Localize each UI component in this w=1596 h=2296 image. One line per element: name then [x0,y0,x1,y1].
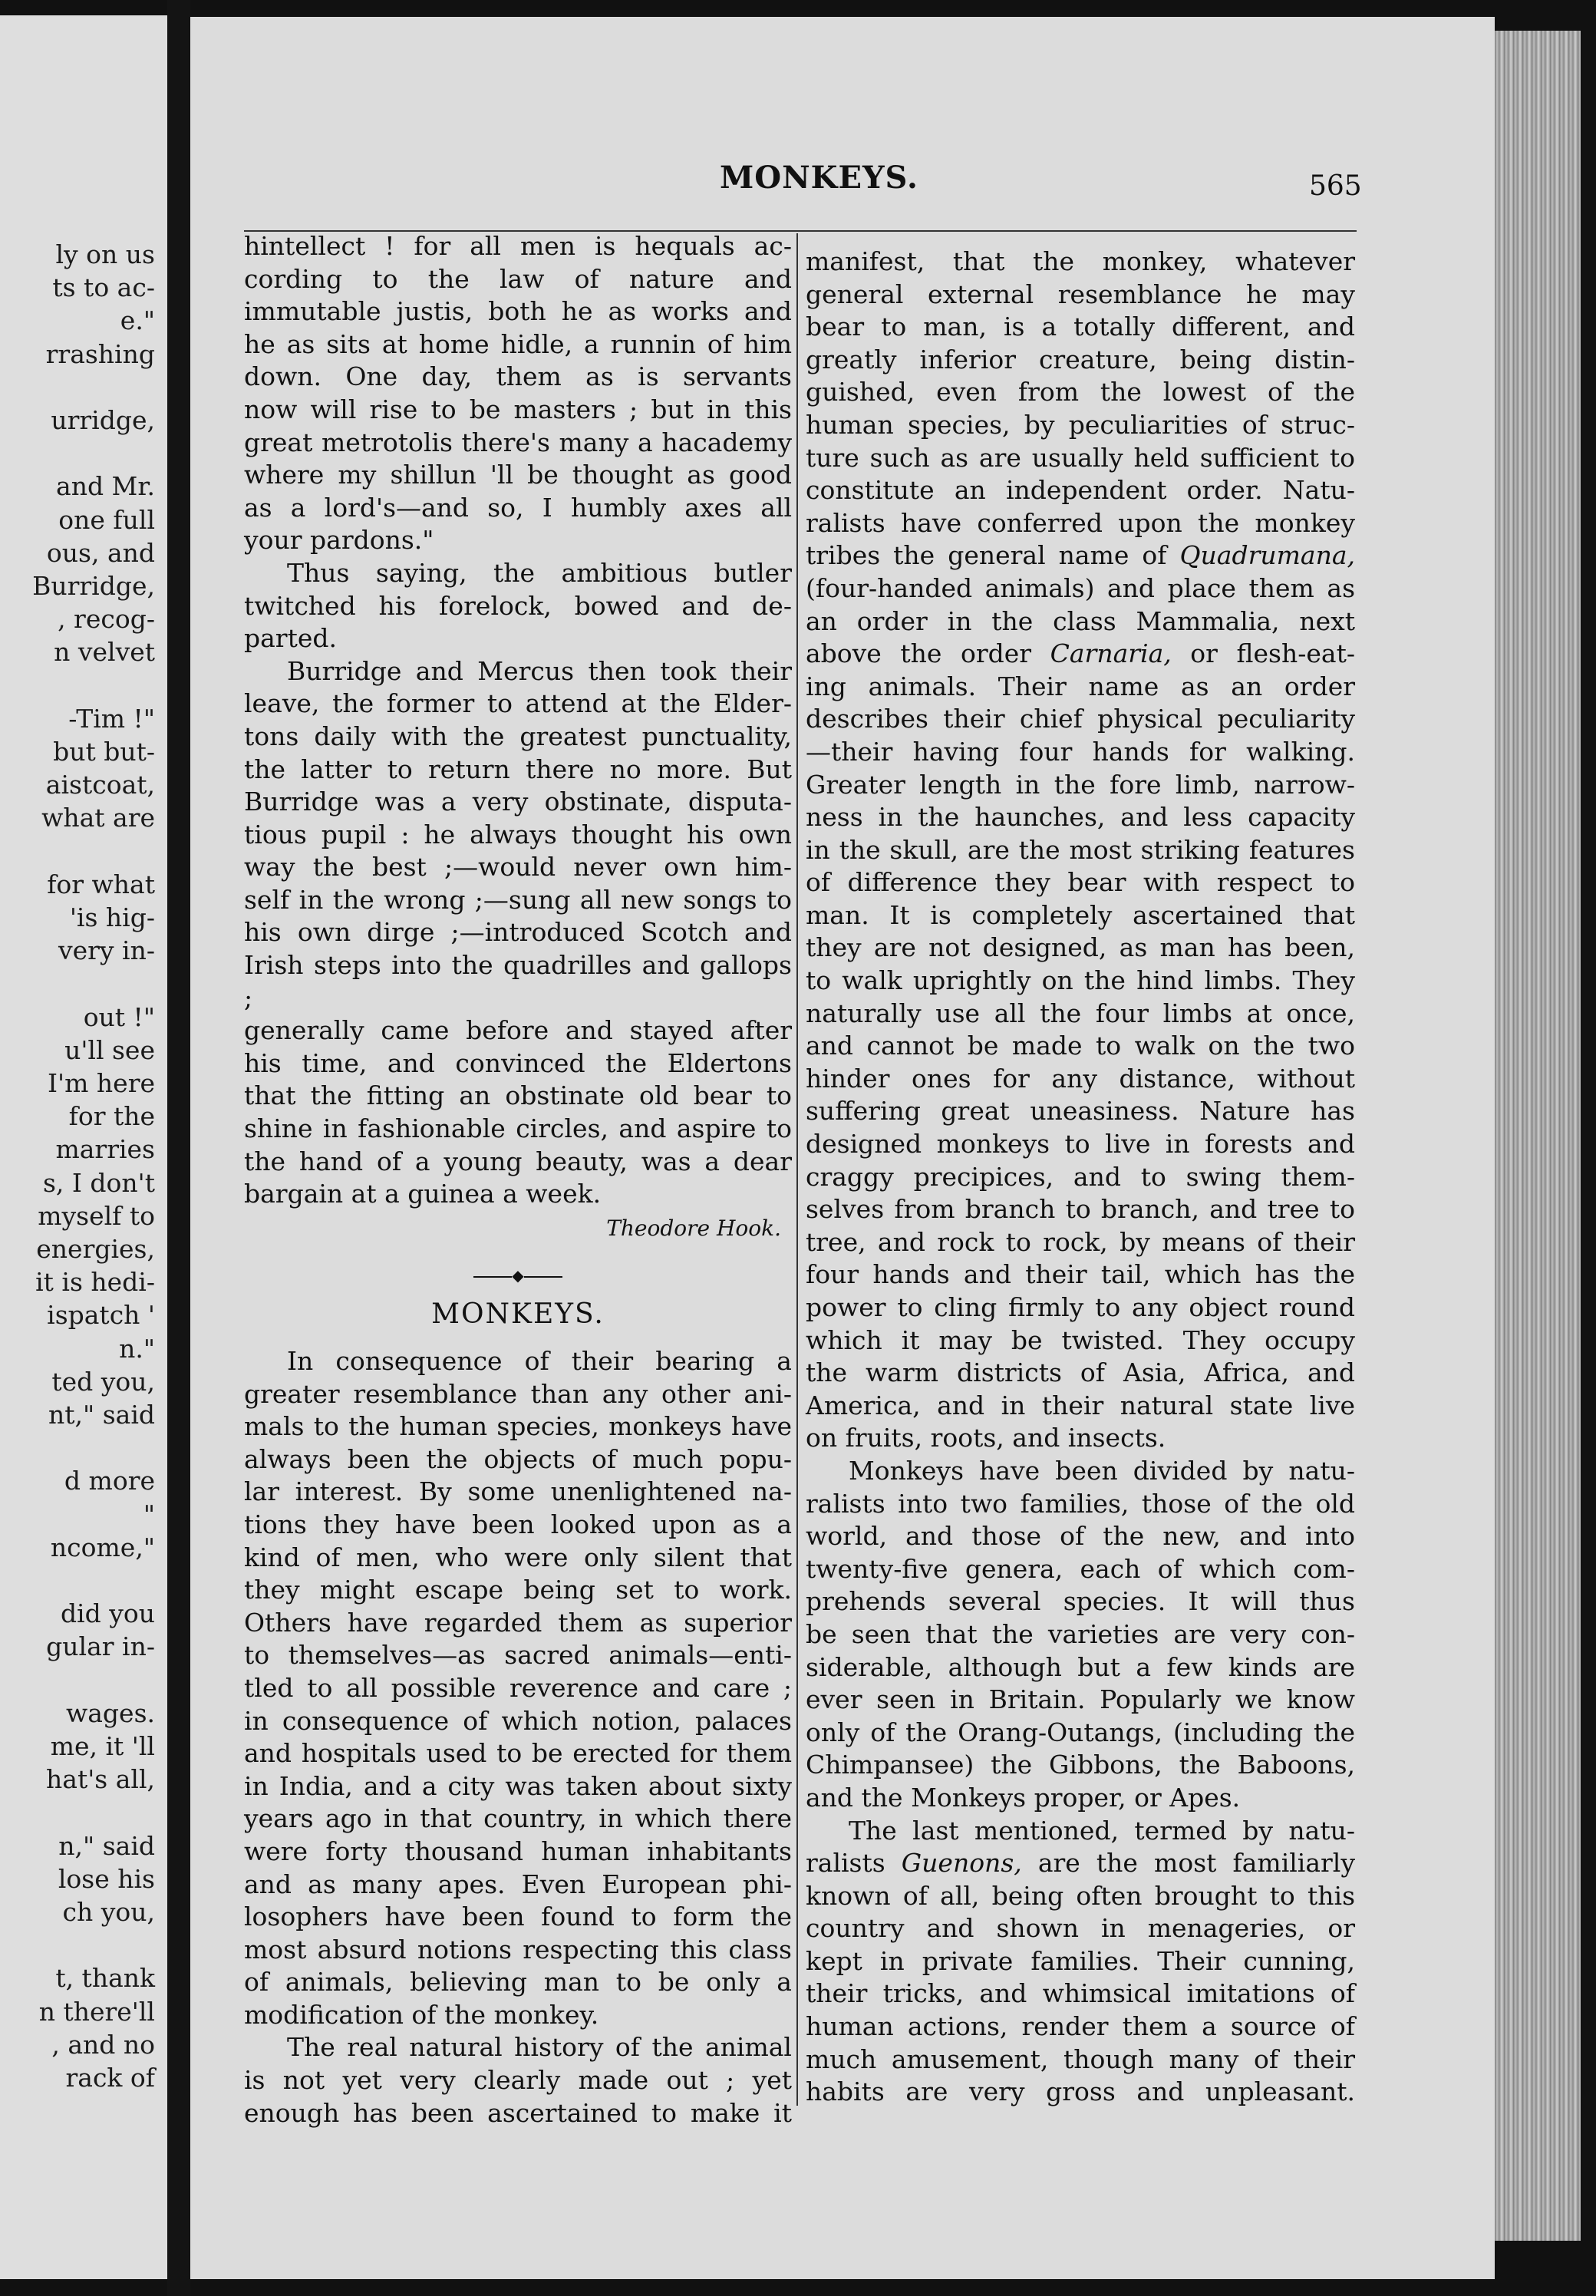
text-line: in consequence of which notion, palaces [244,1705,792,1736]
text-line: on fruits, roots, and insects. [806,1423,1166,1453]
text-line: siderable, although but a few kinds are [806,1651,1355,1682]
text-line: ralists into two families, those of the old [806,1488,1355,1519]
facing-page-line: d more [64,1466,155,1496]
text-line: to themselves—as sacred animals—enti- [244,1640,792,1671]
text-line: his own dirge ;—introduced Scotch and [244,917,792,948]
author-attribution: Theodore Hook. [606,1215,781,1241]
facing-page-line: -Tim !" [68,703,155,734]
section-ornament: ◆ [244,1268,792,1283]
text-line: only of the Orang-Outangs, (including the [806,1717,1355,1747]
text-span: tribes the general name of [806,540,1180,571]
facing-page-line: , and no [51,2029,155,2060]
text-line: bargain at a guinea a week. [244,1179,602,1209]
facing-page-line: ly on us [55,239,155,269]
italic-term: Quadrumana, [1179,540,1355,571]
text-line: and the Monkeys proper, or Apes. [806,1782,1241,1813]
facing-page-line: and Mr. [56,471,155,502]
facing-page-line: n." [119,1333,155,1364]
text-line: naturally use all the four limbs at once, [806,998,1355,1028]
text-line: Chimpansee) the Gibbons, the Baboons, [806,1750,1355,1780]
text-line: parted. [244,623,337,654]
text-line: selves from branch to branch, and tree to [806,1194,1355,1225]
text-line: generally came before and stayed after [244,1015,792,1046]
text-line: greatly inferior creature, being distin- [806,344,1355,374]
text-line: known of all, being often brought to this [806,1880,1355,1911]
text-line: kept in private families. Their cunning, [806,1945,1355,1976]
page-edges [1495,31,1581,2241]
text-line: greater resemblance than any other ani- [244,1378,792,1409]
facing-page-line: ted you, [51,1366,155,1397]
text-line: great metrotolis there's many a hacademy [244,427,792,457]
article-paragraph-2 [806,1455,1355,1815]
article-body [244,1345,792,2129]
text-line: describes their chief physical peculiarity [806,704,1355,734]
facing-page-line: for what [47,869,155,899]
facing-page-line: ous, and [46,537,155,568]
text-line: world, and those of the new, and into [806,1521,1355,1552]
running-head: MONKEYS. [720,160,918,196]
text-line: Monkeys have been divided by natu- [849,1455,1355,1486]
text-line: twenty-five genera, each of which com- [806,1553,1355,1584]
text-line: The real natural history of the animal [287,2032,792,2063]
text-line: were forty thousand human inhabitants [244,1836,792,1866]
text-line: years ago in that country, in which there [244,1803,792,1834]
facing-page-line: e." [120,305,155,336]
text-line: the hand of a young beauty, was a dear [244,1146,792,1176]
text-line: manifest, that the monkey, whatever [806,246,1355,276]
text-line: that the fitting an obstinate old bear to [244,1080,792,1111]
text-line: self in the wrong ;—sung all new songs to [244,884,792,915]
article-paragraph-1 [806,246,1355,1455]
text-line: —their having four hands for walking. [806,736,1355,767]
facing-page-line: gular in- [46,1631,155,1662]
facing-page-line: one full [58,504,155,535]
text-line: which it may be twisted. They occupy [806,1324,1355,1355]
text-line: of difference they bear with respect to [806,867,1355,898]
facing-page-line: energies, [36,1234,155,1264]
text-line: suffering great uneasiness. Nature has [806,1096,1355,1127]
text-line: The last mentioned, termed by natu- [849,1815,1355,1846]
left-column [244,230,792,2129]
facing-page-line: hat's all, [46,1764,155,1795]
text-line: ing animals. Their name as an order [806,671,1355,701]
facing-page-line: lose his [58,1863,155,1894]
text-line [806,539,1355,572]
text-line: is not yet very clearly made out ; yet [244,2065,792,2096]
text-line: ture such as are usually held sufficient to [806,442,1355,473]
page-number: 565 [1309,170,1362,202]
facing-page-line: rrashing [45,338,155,369]
text-line: ralists have conferred upon the monkey [806,507,1355,538]
facing-page-line: , recog- [58,604,155,635]
facing-page-line: I'm here [48,1068,155,1098]
article-title: MONKEYS. [431,1298,605,1331]
article-paragraph-3 [806,1815,1355,2109]
text-line: now will rise to be masters ; but in this [244,394,792,424]
facing-page-line: what are [41,803,155,833]
facing-page-line: 'is hig- [69,902,155,932]
text-line: and cannot be made to walk on the two [806,1031,1355,1061]
text-line: bear to man, is a totally different, and [806,312,1355,342]
facing-page-fragment [0,15,167,2279]
facing-page-line: ch you, [62,1897,155,1927]
text-line: Burridge was a very obstinate, disputa- [244,787,792,817]
facing-page-line: out !" [83,1001,155,1032]
text-line: twitched his forelock, bowed and de- [244,590,792,621]
text-line: tled to all possible reverence and care ; [244,1672,792,1703]
text-line: tree, and rock to rock, by means of their [806,1226,1355,1257]
text-line: Burridge and Mercus then took their [287,655,792,686]
facing-page-line: marries [55,1134,155,1165]
text-line: human species, by peculiarities of struc- [806,409,1355,440]
text-line: four hands and their tail, which has the [806,1259,1355,1290]
text-line: losophers have been found to form the [244,1902,792,1932]
text-line: his time, and convinced the Eldertons [244,1047,792,1078]
text-line: ever seen in Britain. Popularly we know [806,1684,1355,1715]
text-line: their tricks, and whimsical imitations of [806,1978,1355,2009]
facing-page-line: myself to [38,1200,155,1231]
text-line: much amusement, though many of their [806,2044,1355,2074]
text-span: above the order [806,638,1050,669]
text-line: in the skull, are the most striking features [806,834,1355,865]
text-line: tons daily with the greatest punctuality, [244,721,792,751]
text-line: mals to the human species, monkeys have [244,1411,792,1442]
column-divider [796,233,798,2106]
facing-page-line: ts to ac- [52,272,155,303]
text-line: and as many apes. Even European phi- [244,1869,792,1899]
text-line: habits are very gross and unpleasant. [806,2077,1355,2107]
facing-page-line: urridge, [51,405,155,435]
text-line: human actions, render them a source of [806,2011,1355,2042]
text-line: of animals, believing man to be only a [244,1967,792,1997]
text-line: ness in the haunches, and less capacity [806,802,1355,833]
text-line: craggy precipices, and to swing them- [806,1161,1355,1192]
text-line: Others have regarded them as superior [244,1607,792,1638]
text-line: lar interest. By some unenlightened na- [244,1476,792,1507]
italic-term: Carnaria, [1050,638,1172,669]
facing-page-line: but but- [53,737,155,767]
text-span: ralists [806,1848,902,1879]
text-line: prehends several species. It will thus [806,1586,1355,1617]
text-line: hintellect ! for all men is hequals ac- [244,231,792,261]
text-span: are the most familiarly [1021,1848,1356,1879]
facing-page-line: me, it 'll [50,1731,155,1761]
text-line: guished, even from the lowest of the [806,377,1355,407]
text-line [806,638,1355,671]
text-line: down. One day, them as is servants [244,361,792,392]
text-line: the warm districts of Asia, Africa, and [806,1357,1355,1388]
text-line: most absurd notions respecting this class [244,1934,792,1964]
text-line: as a lord's—and so, I humbly axes all [244,492,792,523]
text-line: kind of men, who were only silent that [244,1542,792,1572]
text-line: general external resemblance he may [806,279,1355,309]
text-line: they might escape being set to work. [244,1575,792,1605]
text-line: constitute an independent order. Natu- [806,475,1355,506]
text-line: country and shown in menageries, or [806,1913,1355,1944]
facing-page-line: n velvet [54,637,155,668]
text-line: Greater length in the fore limb, narrow- [806,769,1355,800]
text-line: he as sits at home hidle, a runnin of him [244,328,792,359]
text-line: man. It is completely ascertained that [806,899,1355,930]
facing-page-line: ispatch ' [47,1300,155,1331]
text-line: modification of the monkey. [244,1999,599,2030]
story-conclusion [244,230,792,1211]
text-line: they are not designed, as man has been, [806,932,1355,963]
facing-page-line: " [143,1499,155,1529]
book-gutter [167,0,190,2296]
text-line: America, and in their natural state live [806,1390,1355,1420]
facing-page-line: very in- [58,935,155,966]
facing-page-line: rack of [65,2063,155,2093]
facing-page-line: it is hedi- [35,1267,155,1298]
text-line: be seen that the varieties are very con- [806,1618,1355,1649]
facing-page-line: n," said [58,1830,155,1861]
text-line: immutable justis, both he as works and [244,296,792,327]
italic-term: Guenons, [901,1848,1022,1879]
text-line: way the best ;—would never own him- [244,852,792,882]
text-line: an order in the class Mammalia, next [806,605,1355,636]
text-line: (four-handed animals) and place them as [806,572,1355,603]
text-line: in India, and a city was taken about sixty [244,1770,792,1801]
text-line: In consequence of their bearing a [287,1346,792,1376]
text-line: always been the objects of much popu- [244,1443,792,1474]
facing-page-line: for the [68,1101,155,1132]
text-line: where my shillun 'll be thought as good [244,460,792,490]
facing-page-line: Burridge, [32,571,155,601]
text-line: shine in fashionable circles, and aspire to [244,1113,792,1144]
facing-page-line: did you [60,1598,155,1629]
text-line: designed monkeys to live in forests and [806,1129,1355,1160]
text-line: your pardons." [244,525,434,556]
text-line: hinder ones for any distance, without [806,1063,1355,1094]
text-line [806,1847,1355,1880]
facing-page-line: nt," said [48,1400,155,1430]
text-line: Irish steps into the quadrilles and gallops ; [244,950,792,1013]
text-line: cording to the law of nature and [244,263,792,294]
text-line: Thus saying, the ambitious butler [287,557,792,588]
facing-page-line: aistcoat, [45,770,155,800]
text-line: tious pupil : he always thought his own [244,819,792,849]
facing-page-line: t, thank [55,1963,155,1994]
text-line: power to cling firmly to any object round [806,1292,1355,1322]
text-line: and hospitals used to be erected for them [244,1738,792,1769]
right-column [806,246,1355,2109]
facing-page-line: ncome," [50,1532,155,1562]
text-line: leave, the former to attend at the Elder- [244,688,792,719]
text-line: enough has been ascertained to make it [244,2097,792,2128]
facing-page-line: wages. [66,1697,155,1728]
facing-page-line: u'll see [64,1034,155,1065]
text-line: tions they have been looked upon as a [244,1509,792,1539]
text-line: the latter to return there no more. But [244,754,792,784]
text-span: or flesh-eat- [1171,638,1355,669]
text-line: to walk uprightly on the hind limbs. They [806,965,1355,996]
facing-page-line: n there'll [38,1996,155,2027]
facing-page-line: s, I don't [42,1167,155,1198]
